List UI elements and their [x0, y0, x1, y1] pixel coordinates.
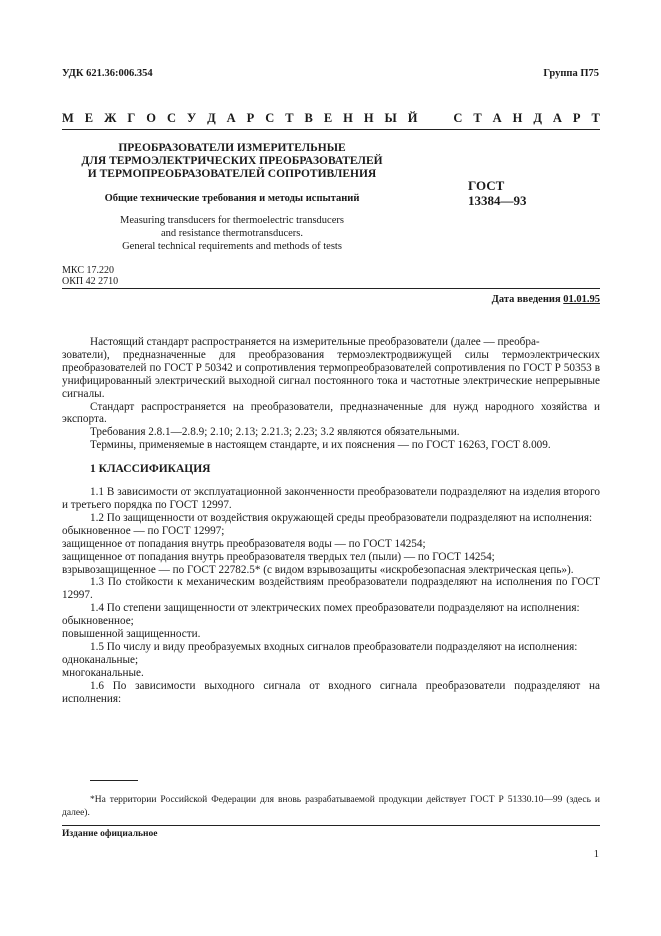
footnote-rule	[90, 780, 138, 781]
banner-letter-w2-7: Т	[591, 111, 600, 125]
banner-letter-w1-3: Г	[127, 111, 136, 125]
banner-letter-w1-1: Е	[84, 111, 94, 125]
clause-1-6: 1.6 По зависимости выходного сигнала от входного сигнала преобразователи подразделяют на исполнения:	[62, 679, 600, 705]
date-value: 01.01.95	[563, 294, 600, 305]
clause-1-5-item-b: многоканальные.	[62, 666, 144, 679]
clause-1-4: 1.4 По степени защищенности от электрических помех преобразователи подразделяют на исполнения:	[90, 602, 580, 615]
header-rule	[62, 288, 600, 289]
banner-letter-w1-10: С	[265, 111, 275, 125]
introduction-date	[492, 294, 600, 305]
banner-word-gap	[428, 111, 442, 126]
banner-letter-w1-14: Н	[343, 111, 353, 125]
title-line-1: ПРЕОБРАЗОВАТЕЛИ ИЗМЕРИТЕЛЬНЫЕ	[118, 142, 346, 154]
english-title-line-1: Measuring transducers for thermoelectric transducers	[120, 215, 344, 226]
clause-1-5: 1.5 По числу и виду преобразуемых входных сигналов преобразователи подразделяют на исполнения:	[90, 640, 578, 653]
banner-letter-w1-0: М	[62, 111, 74, 125]
banner-letter-w2-0: С	[453, 111, 463, 125]
english-title-line-3: General technical requirements and methods of tests	[122, 241, 342, 252]
banner-letter-w1-9: Р	[246, 111, 255, 125]
footnote	[62, 794, 600, 820]
paragraph-requirements: Требования 2.8.1—2.8.9; 2.10; 2.13; 2.21.3; 2.23; 3.2 являются обязательными.	[90, 426, 460, 439]
page-number: 1	[593, 849, 599, 860]
paragraph-terms: Термины, применяемые в настоящем стандарте, и их пояснения — по ГОСТ 16263, ГОСТ 8.009.	[90, 439, 551, 452]
clause-1-2-item-d: взрывозащищенное — по ГОСТ 22782.5* (с видом взрывозащиты «искробезопасная электрическая цепь»).	[62, 563, 574, 576]
banner-letter-w1-17: Й	[407, 111, 418, 125]
banner-letter-w1-13: Е	[323, 111, 333, 125]
footnote-text: *На территории Российской Федерации для вновь разрабатываемой продукции действует ГОСТ Р 51330.10—99 (здесь и далее).	[62, 795, 600, 818]
title-line-2: ДЛЯ ТЕРМОЭЛЕКТРИЧЕСКИХ ПРЕОБРАЗОВАТЕЛЕЙ	[81, 155, 383, 167]
footer-rule	[62, 825, 600, 826]
english-title-line-2: and resistance thermotransducers.	[161, 228, 303, 239]
banner-letter-w1-2: Ж	[104, 111, 117, 125]
banner-letter-w2-6: Р	[572, 111, 581, 125]
gost-number: 13384—93	[468, 193, 527, 208]
banner-letter-w1-11: Т	[285, 111, 294, 125]
clause-1-5-item-a: одноканальные;	[62, 653, 139, 666]
date-label: Дата введения	[491, 294, 561, 305]
banner-letter-w1-5: С	[166, 111, 177, 125]
banner-letter-w2-3: Н	[512, 111, 523, 125]
banner-letter-w1-12: В	[304, 111, 313, 125]
banner-letter-w1-6: У	[186, 111, 197, 125]
title-line-3: И ТЕРМОПРЕОБРАЗОВАТЕЛЕЙ СОПРОТИВЛЕНИЯ	[87, 168, 377, 180]
paragraph-scope-1: Настоящий стандарт распространяется на измерительные преобразователи (далее — преобра-	[90, 336, 540, 348]
english-title	[62, 214, 402, 253]
document-body	[62, 336, 600, 705]
okp-code: ОКП 42 2710	[62, 276, 119, 287]
banner-letter-w2-5: А	[552, 111, 562, 125]
banner-letter-w1-16: Ы	[384, 111, 397, 125]
paragraph-scope-2: зователи), предназначенные для преобразования термоэлектродвижущей силы термоэлектрических преобразователей по ГОСТ Р 50342 и сопротивления термопреобразователей сопротивления по ГОСТ Р 50353 в унифицированный электрический выходной сигнал постоянного тока и частотные электрические непрерывные сигналы.	[62, 348, 600, 400]
banner-rule	[62, 129, 600, 130]
edition-label: Издание официальное	[62, 829, 158, 839]
banner-letter-w2-1: Т	[473, 111, 482, 125]
classification-codes	[62, 265, 118, 287]
clause-1-2-item-b: защищенное от попадания внутрь преобразователя воды — по ГОСТ 14254;	[62, 537, 426, 550]
clause-1-2: 1.2 По защищенности от воздействия окружающей среды преобразователи подразделяют на исполнения:	[90, 511, 593, 524]
clause-1-4-item-b: повышенной защищенности.	[62, 628, 201, 641]
banner-letter-w1-4: О	[146, 111, 157, 125]
udk-code: УДК 621.36:006.354	[62, 68, 153, 79]
paragraph-scope-3: Стандарт распространяется на преобразователи, предназначенные для нужд народного хозяйства и экспорта.	[62, 400, 600, 426]
clause-1-4-item-a: обыкновенное;	[62, 615, 134, 628]
standard-type-banner	[62, 111, 600, 126]
gost-designation	[468, 178, 527, 208]
gost-label: ГОСТ	[468, 178, 505, 193]
clause-1-1: 1.1 В зависимости от эксплуатационной законченности преобразователи подразделяют на изделия второго и третьего порядка по ГОСТ 12997.	[62, 486, 600, 511]
section-heading-classification: 1 КЛАССИФИКАЦИЯ	[90, 463, 211, 476]
banner-letter-w1-8: А	[226, 111, 236, 125]
mks-code: МКС 17.220	[62, 265, 114, 276]
clause-1-3: 1.3 По стойкости к механическим воздействиям преобразователи подразделяют на исполнения по ГОСТ 12997.	[62, 576, 600, 602]
banner-letter-w2-4: Д	[533, 111, 542, 125]
banner-letter-w2-2: А	[492, 111, 502, 125]
banner-letter-w1-15: Н	[363, 111, 374, 125]
title-block	[62, 142, 402, 253]
subtitle: Общие технические требования и методы испытаний	[104, 193, 360, 204]
group-code: Группа П75	[543, 68, 599, 79]
clause-1-2-item-a: обыкновенное — по ГОСТ 12997;	[62, 524, 225, 537]
clause-1-2-item-c: защищенное от попадания внутрь преобразователя твердых тел (пыли) — по ГОСТ 14254;	[62, 550, 495, 563]
banner-letter-w1-7: Д	[207, 111, 216, 125]
